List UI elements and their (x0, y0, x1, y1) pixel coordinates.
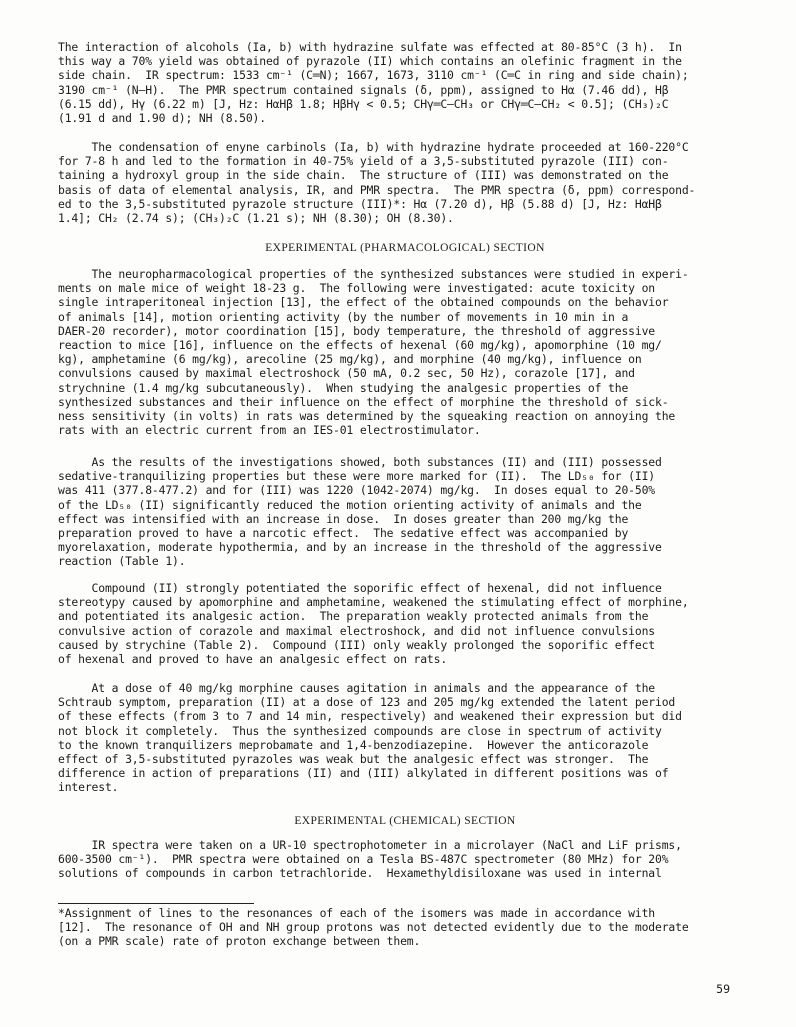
footnote: *Assignment of lines to the resonances of each of the isomers was made in accordance with [12]. The resonance of OH and NH group protons was not detected evidently due to the moderate (on a PMR scale) rate of proton exchange between them. (58, 906, 689, 949)
paragraph-methods: The neuropharmacological properties of the synthesized substances were studied in experi- ments on male mice of weight 18-23 g. The following were investigated: acute toxicity on single intraperitoneal injection [13], the effect of the obtained compounds on the behavior of animals [14], motion orienting activity (by the number of movements in 10 min in a DAER-20 recorder), motor coordination [15], body temperature, the threshold of aggressive reaction to mice [16], influence on the effects of hexenal (60 mg/kg), apomorphine (10 mg/ kg), amphetamine (6 mg/kg), arecoline (25 mg/kg), and morphine (40 mg/kg), influence on convulsions caused by maximal electroshock (50 mA, 0.2 sec, 50 Hz), corazole [17], and strychnine (1.4 mg/kg subcutaneously). When studying the analgesic properties of the synthesized substances and their influence on the effect of morphine the threshold of sick- ness sensitivity (in volts) in rats was determined by the squeaking reaction on annoying the rats with an electric current from an IES-01 electrostimulator. (58, 267, 689, 438)
heading-pharmacological-section: EXPERIMENTAL (PHARMACOLOGICAL) SECTION (265, 242, 545, 254)
paragraph-results-compound-ii: Compound (II) strongly potentiated the soporific effect of hexenal, did not influence stereotypy caused by apomorphine and amphetamine, weakened the stimulating effect of morphine, and potentiated its analgesic action. The preparation weakly protected animals from the convulsive action of corazole and maximal electroshock, and did not influence convulsions caused by strychine (Table 2). Compound (III) only weakly prolonged the soporific effect of hexenal and proved to have an analgesic effect on rats. (58, 581, 689, 667)
paragraph-results-sedative: As the results of the investigations showed, both substances (II) and (III) possessed sedative-tranquilizing properties but these were more marked for (II). The LD₅₀ for (II) was 411 (377.8-477.2) and for (III) was 1220 (1042-2074) mg/kg. In doses equal to 20-50% of the LD₅₀ (II) significantly reduced the motion orienting activity of animals and the effect was intensified with an increase in dose. In doses greater than 200 mg/kg the preparation proved to have a narcotic effect. The sedative effect was accompanied by myorelaxation, moderate hypothermia, and by an increase in the threshold of the aggressive reaction (Table 1). (58, 455, 662, 569)
paragraph-chemical-methods: IR spectra were taken on a UR-10 spectrophotometer in a microlayer (NaCl and LiF prisms, 600-3500 cm⁻¹). PMR spectra were obtained on a Tesla BS-487C spectrometer (80 MHz) for 20% solutions of compounds in carbon tetrachloride. Hexamethyldisiloxane was used in internal (58, 838, 682, 881)
page-number: 59 (716, 982, 730, 996)
footnote-divider (58, 903, 254, 904)
paragraph-pyrazole-iii: The condensation of enyne carbinols (Ia, b) with hydrazine hydrate proceeded at 160-220°C for 7-8 h and led to the formation in 40-75% yield of a 3,5-substituted pyrazole (III) con- taining a hydroxyl group in the side chain. The structure of (III) was demonstrated on the basis of data of elemental analysis, IR, and PMR spectra. The PMR spectra (δ, ppm) correspond- ed to the 3,5-substituted pyrazole structure (III)*: Hα (7.20 d), Hβ (5.88 d) [J, Hz: HαHβ 1.4]; CH₂ (2.74 s); (CH₃)₂C (1.21 s); NH (8.30); OH (8.30). (58, 140, 696, 226)
paragraph-morphine-effects: At a dose of 40 mg/kg morphine causes agitation in animals and the appearance of the Schtraub symptom, preparation (II) at a dose of 123 and 205 mg/kg extended the latent period of these effects (from 3 to 7 and 14 min, respectively) and weakened their expression but did not block it completely. Thus the synthesized compounds are close in spectrum of activity to the known tranquilizers meprobamate and 1,4-benzodiazepine. However the anticorazole effect of 3,5-substituted pyrazoles was weak but the analgesic effect was stronger. The difference in action of preparations (II) and (III) alkylated in different positions was of interest. (58, 681, 682, 795)
paragraph-pyrazole-ii: The interaction of alcohols (Ia, b) with hydrazine sulfate was effected at 80-85°C (3 h). In this way a 70% yield was obtained of pyrazole (II) which contains an olefinic fragment in the side chain. IR spectrum: 1533 cm⁻¹ (C═N); 1667, 1673, 3110 cm⁻¹ (C═C in ring and side chain); 3190 cm⁻¹ (N–H). The PMR spectrum contained signals (δ, ppm), assigned to Hα (7.46 dd), Hβ (6.15 dd), Hγ (6.22 m) [J, Hz: HαHβ 1.8; HβHγ < 0.5; CHγ═C–CH₃ or CHγ═C–CH₂ < 0.5]; (CH₃)₂C (1.91 d and 1.90 d); NH (8.50). (58, 40, 689, 126)
heading-chemical-section: EXPERIMENTAL (CHEMICAL) SECTION (294, 815, 516, 827)
